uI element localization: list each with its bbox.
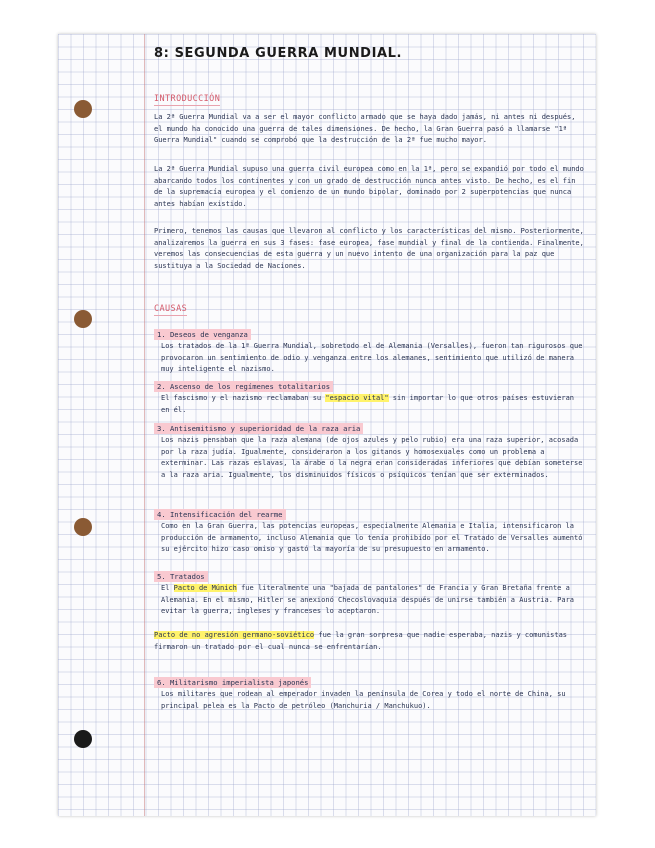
intro-paragraph-1: La 2ª Guerra Mundial va a ser el mayor conflicto armado que se haya dado jamás, ni antes ni después, el mundo ha conocido una guerra de tales dimensiones. De hecho, la Gran Guerra pasó a llamarse "1ª Guerra Mundial" cuando se comprobó que la destrucción de la 2ª fue mucho mayor. <box>154 113 576 145</box>
cause-2-body-before: El fascismo y el nazismo reclamaban su <box>161 394 326 402</box>
cause-3-title: 3. Antisemitismo y superioridad de la raza aria <box>154 423 363 434</box>
cause-2-title: 2. Ascenso de los regímenes totalitarios <box>154 381 333 392</box>
cause-6 <box>154 670 584 712</box>
notebook-page <box>58 34 596 816</box>
cause-1-body: Los tratados de la 1ª Guerra Mundial, sobretodo el de Alemania (Versalles), fueron tan rigurosos que provocaron un sentimiento de odio y venganza entre los alemanes, sentimiento que utilizó de manera muy inteligente el nazismo. <box>161 342 583 374</box>
pacto-munich-highlight: Pacto de Múnich <box>173 584 237 592</box>
cause-2 <box>154 374 584 416</box>
cause-1-title: 1. Deseos de venganza <box>154 329 251 340</box>
cause-3 <box>154 416 584 481</box>
cause-1 <box>154 322 584 376</box>
pacto-no-agresion-body: fue la gran sorpresa que nadie esperaba, nazis y comunistas firmaron un tratado por el cual nunca se enfrentarían. <box>154 631 568 651</box>
margin-line <box>144 34 145 816</box>
pacto-no-agresion-highlight: Pacto de no agresión germano-soviético <box>154 631 315 639</box>
cause-5-body-before: El <box>161 584 174 592</box>
cause-5-body <box>161 583 584 618</box>
pacto-no-agresion-text <box>154 630 584 653</box>
cause-2-body-after: sin importar lo que otros países estuvieran en él. <box>161 394 575 414</box>
cause-4-body: Como en la Gran Guerra, las potencias europeas, especialmente Alemania e Italia, intensificaron la producción de armamento, incluso Alemania que lo tenía prohibido por el Tratado de Versalles aumentó su ejército hizo caso omiso y gastó la mayoría de su presupuesto en armamento. <box>161 522 583 554</box>
intro-paragraph-2: La 2ª Guerra Mundial supuso una guerra civil europea como en la 1ª, pero se expandió por todo el mundo abarcando todos los continentes y con un grado de destrucción nunca antes visto. De hecho, es el fin de la supremacía europea y el comienzo de un mundo bipolar, dominado por 2 superpotencias que nunca antes habían existido. <box>154 165 584 208</box>
binder-hole-1 <box>74 100 92 118</box>
cause-5-title: 5. Tratados <box>154 571 208 582</box>
cause-6-body: Los militares que rodean al emperador invaden la península de Corea y todo el norte de China, su principal pelea es la Pacto de petróleo (Manchuria / Manchukuo). <box>161 690 566 710</box>
causes-heading: CAUSAS <box>154 304 188 314</box>
page-title: 8: SEGUNDA GUERRA MUNDIAL. <box>154 46 403 61</box>
cause-6-title: 6. Militarismo imperialista japonés <box>154 677 311 688</box>
intro-heading: INTRODUCCIÓN <box>154 94 221 104</box>
binder-hole-2 <box>74 310 92 328</box>
binder-hole-4 <box>74 730 92 748</box>
cause-5 <box>154 564 584 618</box>
espacio-vital-highlight: "espacio vital" <box>325 394 389 402</box>
cause-5-pacto-no-agresion <box>154 630 584 653</box>
binder-hole-3 <box>74 518 92 536</box>
cause-3-body: Los nazis pensaban que la raza alemana (de ojos azules y pelo rubio) era una raza superior, acosada por la raza judía. Igualmente, consideraron a los gitanos y homosexuales como un problema a exterminar. Las razas eslavas, la árabe o la negra eran consideradas inferiores que debían someterse a la raza aria. Igualmente, los disminuidos físicos o psíquicos tenían que ser exterminados. <box>161 436 583 479</box>
cause-4-title: 4. Intensificación del rearme <box>154 509 286 520</box>
intro-paragraph-3: Primero, tenemos las causas que llevaron al conflicto y los características del mismo. Posteriormente, analizaremos la guerra en sus 3 fases: fase europea, fase mundial y final de la contienda. Finalmente, veremos las consecuencias de esta guerra y un nuevo intento de una organización para la paz que sustituya a la Sociedad de Naciones. <box>154 227 584 270</box>
cause-5-body-after: fue literalmente una "bajada de pantalones" de Francia y Gran Bretaña frente a Alemania. En el mismo, Hitler se anexionó Checoslovaquia después de unirse también a Austria. Para evitar la guerra, ingleses y franceses lo aceptaron. <box>161 584 575 616</box>
cause-4 <box>154 502 584 556</box>
cause-2-body <box>161 393 584 416</box>
